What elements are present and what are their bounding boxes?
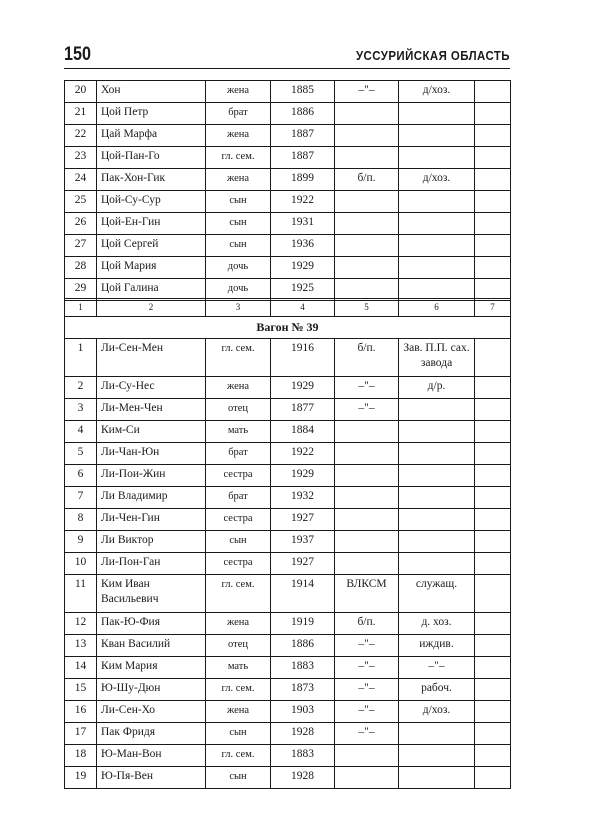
birth-year: 1914 [271, 575, 335, 613]
person-name: Цой Галина [97, 279, 206, 301]
birth-year: 1919 [271, 613, 335, 635]
party [335, 421, 399, 443]
note [475, 399, 511, 421]
person-name: Ю-Шу-Дюн [97, 679, 206, 701]
row-number: 15 [65, 679, 97, 701]
occupation: служащ. [399, 575, 475, 613]
party [335, 213, 399, 235]
row-number: 5 [65, 443, 97, 465]
table-row [65, 509, 511, 531]
party [335, 531, 399, 553]
note [475, 487, 511, 509]
person-name: Пак Фридя [97, 723, 206, 745]
birth-year: 1885 [271, 81, 335, 103]
occupation [399, 125, 475, 147]
table-row [65, 575, 511, 613]
relation: гл. сем. [206, 679, 271, 701]
table-row [65, 487, 511, 509]
person-name: Ли-Сен-Мен [97, 339, 206, 377]
occupation: д/хоз. [399, 701, 475, 723]
occupation: д/хоз. [399, 81, 475, 103]
party [335, 487, 399, 509]
column-header: 5 [335, 299, 399, 317]
birth-year: 1886 [271, 635, 335, 657]
column-header: 4 [271, 299, 335, 317]
party [335, 257, 399, 279]
column-header: 2 [97, 299, 206, 317]
row-number: 7 [65, 487, 97, 509]
wagon-title: Вагон № 39 [65, 317, 511, 339]
row-number: 13 [65, 635, 97, 657]
person-name: Цой Мария [97, 257, 206, 279]
birth-year: 1927 [271, 553, 335, 575]
relation: сын [206, 191, 271, 213]
party [335, 191, 399, 213]
relation: мать [206, 421, 271, 443]
wagon-39-table [64, 298, 511, 789]
person-name: Ли-Чен-Гин [97, 509, 206, 531]
party: б/п. [335, 613, 399, 635]
table-row [65, 635, 511, 657]
party: –"– [335, 701, 399, 723]
occupation: д. хоз. [399, 613, 475, 635]
birth-year: 1922 [271, 443, 335, 465]
relation: гл. сем. [206, 147, 271, 169]
birth-year: 1932 [271, 487, 335, 509]
birth-year: 1929 [271, 465, 335, 487]
row-number: 20 [65, 81, 97, 103]
table-row [65, 657, 511, 679]
person-name: Цай Марфа [97, 125, 206, 147]
person-name: Кван Василий [97, 635, 206, 657]
table-row [65, 125, 511, 147]
note [475, 339, 511, 377]
party: б/п. [335, 169, 399, 191]
party [335, 745, 399, 767]
page-header [64, 44, 510, 69]
table-row [65, 81, 511, 103]
note [475, 679, 511, 701]
party: –"– [335, 399, 399, 421]
note [475, 575, 511, 613]
relation: гл. сем. [206, 339, 271, 377]
note [475, 509, 511, 531]
row-number: 1 [65, 339, 97, 377]
row-number: 4 [65, 421, 97, 443]
note [475, 531, 511, 553]
party [335, 125, 399, 147]
note [475, 701, 511, 723]
row-number: 18 [65, 745, 97, 767]
occupation: Зав. П.П. сах. завода [399, 339, 475, 377]
person-name: Цой-Ен-Гин [97, 213, 206, 235]
relation: сестра [206, 553, 271, 575]
occupation [399, 465, 475, 487]
table-row [65, 191, 511, 213]
table-row [65, 443, 511, 465]
note [475, 257, 511, 279]
party [335, 509, 399, 531]
relation: жена [206, 613, 271, 635]
birth-year: 1886 [271, 103, 335, 125]
relation: жена [206, 701, 271, 723]
running-title: УССУРИЙСКАЯ ОБЛАСТЬ [356, 48, 510, 63]
row-number: 17 [65, 723, 97, 745]
relation: сестра [206, 465, 271, 487]
birth-year: 1928 [271, 723, 335, 745]
occupation [399, 399, 475, 421]
table-row [65, 421, 511, 443]
relation: мать [206, 657, 271, 679]
occupation [399, 745, 475, 767]
occupation [399, 103, 475, 125]
note [475, 191, 511, 213]
row-number: 2 [65, 377, 97, 399]
party: –"– [335, 81, 399, 103]
page-number: 150 [64, 44, 91, 65]
row-number: 25 [65, 191, 97, 213]
row-number: 23 [65, 147, 97, 169]
note [475, 553, 511, 575]
relation: дочь [206, 279, 271, 301]
relation: гл. сем. [206, 745, 271, 767]
note [475, 421, 511, 443]
person-name: Цой-Су-Сур [97, 191, 206, 213]
row-number: 3 [65, 399, 97, 421]
person-name: Пак-Хон-Гик [97, 169, 206, 191]
row-number: 26 [65, 213, 97, 235]
occupation [399, 421, 475, 443]
column-header: 1 [65, 299, 97, 317]
occupation [399, 487, 475, 509]
row-number: 14 [65, 657, 97, 679]
relation: жена [206, 125, 271, 147]
person-name: Ю-Ман-Вон [97, 745, 206, 767]
occupation [399, 257, 475, 279]
note [475, 723, 511, 745]
table-row [65, 723, 511, 745]
person-name: Ли-Пои-Жин [97, 465, 206, 487]
person-name: Хон [97, 81, 206, 103]
party: ВЛКСМ [335, 575, 399, 613]
party: –"– [335, 723, 399, 745]
row-number: 9 [65, 531, 97, 553]
relation: сын [206, 531, 271, 553]
row-number: 24 [65, 169, 97, 191]
occupation [399, 509, 475, 531]
occupation [399, 767, 475, 789]
occupation [399, 443, 475, 465]
birth-year: 1927 [271, 509, 335, 531]
person-name: Ли-Су-Нес [97, 377, 206, 399]
occupation [399, 235, 475, 257]
note [475, 103, 511, 125]
birth-year: 1937 [271, 531, 335, 553]
column-header: 6 [399, 299, 475, 317]
note [475, 235, 511, 257]
birth-year: 1929 [271, 377, 335, 399]
occupation [399, 723, 475, 745]
table-row [65, 679, 511, 701]
person-name: Цой Сергей [97, 235, 206, 257]
birth-year: 1916 [271, 339, 335, 377]
party [335, 465, 399, 487]
birth-year: 1884 [271, 421, 335, 443]
table-row [65, 767, 511, 789]
note [475, 613, 511, 635]
party: б/п. [335, 339, 399, 377]
person-name: Ли-Пон-Ган [97, 553, 206, 575]
birth-year: 1922 [271, 191, 335, 213]
relation: сестра [206, 509, 271, 531]
column-header: 7 [475, 299, 511, 317]
table-row [65, 553, 511, 575]
table-row [65, 103, 511, 125]
relation: брат [206, 103, 271, 125]
relation: жена [206, 377, 271, 399]
table-row [65, 399, 511, 421]
birth-year: 1883 [271, 657, 335, 679]
note [475, 125, 511, 147]
occupation [399, 147, 475, 169]
person-name: Ким Мария [97, 657, 206, 679]
note [475, 147, 511, 169]
relation: сын [206, 235, 271, 257]
relation: дочь [206, 257, 271, 279]
birth-year: 1899 [271, 169, 335, 191]
person-name: Ли-Чан-Юн [97, 443, 206, 465]
column-number-row [65, 299, 511, 317]
birth-year: 1936 [271, 235, 335, 257]
note [475, 443, 511, 465]
person-name: Цой-Пан-Го [97, 147, 206, 169]
wagon-title-row [65, 317, 511, 339]
person-name: Ли Владимир [97, 487, 206, 509]
column-header: 3 [206, 299, 271, 317]
table-row [65, 235, 511, 257]
occupation [399, 553, 475, 575]
relation: жена [206, 81, 271, 103]
occupation: иждив. [399, 635, 475, 657]
relation: отец [206, 399, 271, 421]
occupation [399, 191, 475, 213]
birth-year: 1887 [271, 125, 335, 147]
relation: брат [206, 443, 271, 465]
row-number: 27 [65, 235, 97, 257]
party [335, 553, 399, 575]
person-name: Цой Петр [97, 103, 206, 125]
birth-year: 1928 [271, 767, 335, 789]
note [475, 745, 511, 767]
person-name: Ли-Мен-Чен [97, 399, 206, 421]
note [475, 169, 511, 191]
party [335, 235, 399, 257]
table-row [65, 257, 511, 279]
relation: сын [206, 767, 271, 789]
relation: сын [206, 723, 271, 745]
party [335, 147, 399, 169]
party [335, 443, 399, 465]
table-row [65, 531, 511, 553]
occupation: д/р. [399, 377, 475, 399]
birth-year: 1873 [271, 679, 335, 701]
person-name: Ким-Си [97, 421, 206, 443]
table-row [65, 613, 511, 635]
table-row [65, 147, 511, 169]
occupation: –"– [399, 657, 475, 679]
person-name: Ли Виктор [97, 531, 206, 553]
table-row [65, 377, 511, 399]
person-name: Пак-Ю-Фия [97, 613, 206, 635]
party: –"– [335, 679, 399, 701]
row-number: 21 [65, 103, 97, 125]
birth-year: 1887 [271, 147, 335, 169]
table-row [65, 465, 511, 487]
note [475, 465, 511, 487]
person-name: Ю-Пя-Вен [97, 767, 206, 789]
note [475, 635, 511, 657]
occupation: рабоч. [399, 679, 475, 701]
occupation [399, 531, 475, 553]
birth-year: 1877 [271, 399, 335, 421]
table-row [65, 701, 511, 723]
party: –"– [335, 657, 399, 679]
table-row [65, 213, 511, 235]
birth-year: 1883 [271, 745, 335, 767]
occupation: д/хоз. [399, 169, 475, 191]
occupation [399, 213, 475, 235]
party [335, 767, 399, 789]
row-number: 12 [65, 613, 97, 635]
relation: гл. сем. [206, 575, 271, 613]
top-table [64, 80, 511, 301]
relation: брат [206, 487, 271, 509]
row-number: 6 [65, 465, 97, 487]
row-number: 11 [65, 575, 97, 613]
row-number: 29 [65, 279, 97, 301]
birth-year: 1929 [271, 257, 335, 279]
relation: отец [206, 635, 271, 657]
row-number: 28 [65, 257, 97, 279]
person-name: Ли-Сен-Хо [97, 701, 206, 723]
birth-year: 1903 [271, 701, 335, 723]
row-number: 10 [65, 553, 97, 575]
table-row [65, 169, 511, 191]
person-name: Ким Иван Васильевич [97, 575, 206, 613]
table-row [65, 339, 511, 377]
party [335, 103, 399, 125]
note [475, 767, 511, 789]
party: –"– [335, 377, 399, 399]
row-number: 19 [65, 767, 97, 789]
birth-year: 1931 [271, 213, 335, 235]
row-number: 16 [65, 701, 97, 723]
note [475, 213, 511, 235]
row-number: 8 [65, 509, 97, 531]
note [475, 377, 511, 399]
note [475, 657, 511, 679]
relation: сын [206, 213, 271, 235]
row-number: 22 [65, 125, 97, 147]
note [475, 81, 511, 103]
table-row [65, 745, 511, 767]
relation: жена [206, 169, 271, 191]
party: –"– [335, 635, 399, 657]
birth-year: 1925 [271, 279, 335, 301]
